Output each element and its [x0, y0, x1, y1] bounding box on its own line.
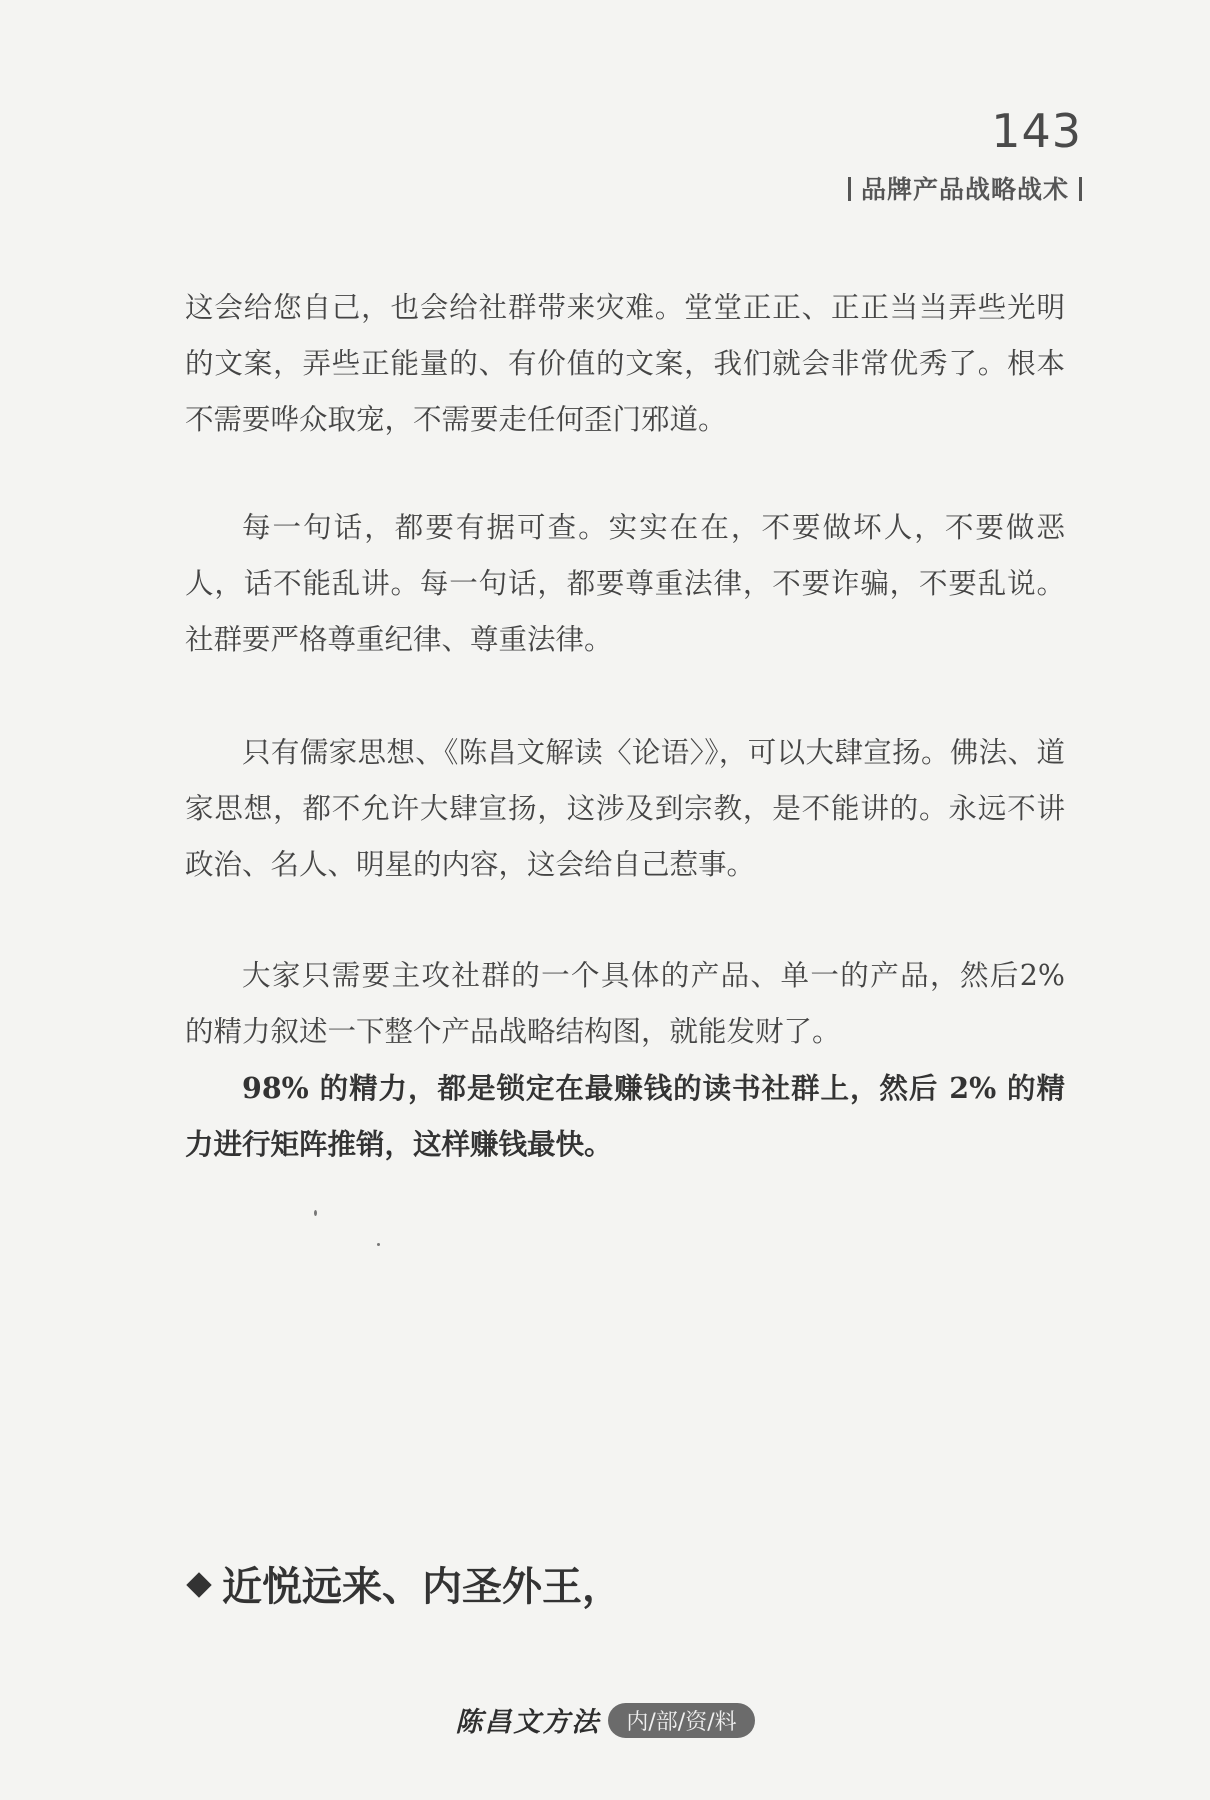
bold-paragraph-text: 98% 的精力，都是锁定在最赚钱的读书社群上，然后 2% 的精力进行矩阵推销，这样赚钱最快。 [185, 1071, 1065, 1161]
body-paragraph-1 [185, 280, 1065, 448]
body-paragraph-4 [185, 948, 1065, 1172]
section-heading [190, 1555, 622, 1612]
paragraph-text: 只有儒家思想、《陈昌文解读〈论语〉》，可以大肆宣扬。佛法、道家思想，都不允许大肆宣扬，这涉及到宗教，是不能讲的。永远不讲政治、名人、明星的内容，这会给自己惹事。 [185, 736, 1065, 881]
paragraph-text: 这会给您自己，也会给社群带来灾难。堂堂正正、正正当当弄些光明的文案，弄些正能量的、有价值的文案，我们就会非常优秀了。根本不需要哗众取宠，不需要走任何歪门邪道。 [185, 291, 1065, 436]
paragraph-text: 大家只需要主攻社群的一个具体的产品、单一的产品，然后2% 的精力叙述一下整个产品战略结构图，就能发财了。 [185, 959, 1065, 1048]
body-paragraph-3 [185, 725, 1065, 893]
paragraph-text: 每一句话，都要有据可查。实实在在，不要做坏人，不要做恶人，话不能乱讲。每一句话，都要尊重法律，不要诈骗，不要乱说。社群要严格尊重纪律、尊重法律。 [185, 511, 1065, 656]
body-paragraph-2 [185, 500, 1065, 668]
footer-brand: 陈昌文方法 [455, 1707, 601, 1738]
header-bar-right [1079, 177, 1082, 201]
page-number: 143 [991, 104, 1082, 158]
footer-tag-badge: 内/部/资/料 [608, 1703, 754, 1738]
diamond-bullet-icon [186, 1572, 211, 1597]
speck-mark [314, 1210, 317, 1216]
running-header [838, 170, 1092, 206]
header-bar-left [848, 177, 851, 201]
footer [0, 1700, 1210, 1739]
section-heading-text: 近悦远来、内圣外王， [222, 1563, 622, 1610]
speck-mark [377, 1243, 380, 1246]
running-header-title: 品牌产品战略战术 [860, 175, 1069, 204]
